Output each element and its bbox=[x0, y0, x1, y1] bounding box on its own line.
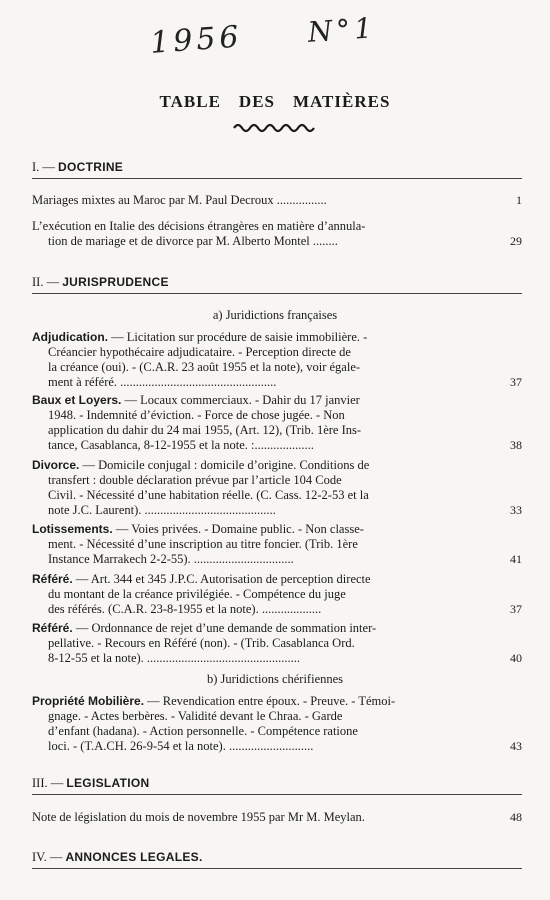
toc-entry: Propriété Mobilière. — Revendication entre époux. - Preuve. - Témoi- gnage. - Actes berbères. - Validité devant le Chraa. - Garde d’enfant (hadana). - Action personnelle. - Compétence ratione loci. - (T.A.CH. 26-9-54 et la note). ........................... 43 bbox=[32, 694, 522, 753]
page-number: 41 bbox=[510, 552, 522, 566]
toc-entry: L’exécution en Italie des décisions étrangères en matière d’annula- tion de mariage et de divorce par M. Alberto Montel ........ 29 bbox=[32, 219, 522, 248]
page-number: 40 bbox=[510, 651, 522, 665]
subheading-cherifiennes: b) Juridictions chérifiennes bbox=[206, 672, 344, 686]
section-doctrine: I. — DOCTRINE bbox=[32, 160, 522, 179]
section-jurisprudence: II. — JURISPRUDENCE bbox=[32, 275, 522, 294]
toc-entry: Lotissements. — Voies privées. - Domaine public. - Non classe- ment. - Nécessité d’une inscription au titre foncier. (Trib. 1ère Instance Marrakech 2-2-55). ................................ 41 bbox=[32, 522, 522, 566]
toc-entry: Adjudication. — Licitation sur procédure de saisie immobilière. - Créancier hypothécaire adjudicataire. - Perception directe de la créance (oui). - (C.A.R. 23 août 1955 et la note), voir égale- ment à référé. .................................................. 37 bbox=[32, 330, 522, 389]
section-annonces: IV. — ANNONCES LEGALES. bbox=[32, 850, 522, 869]
page-title: TABLE DES MATIÈRES bbox=[159, 92, 391, 111]
subheading-francaises: a) Juridictions françaises bbox=[212, 308, 338, 322]
handwritten-annotation bbox=[149, 10, 377, 61]
handwritten-number: N°1 bbox=[306, 11, 378, 49]
page-number: 29 bbox=[510, 234, 522, 248]
page-number: 38 bbox=[510, 438, 522, 452]
page-number: 48 bbox=[510, 810, 522, 824]
page-number: 37 bbox=[510, 375, 522, 389]
toc-entry: Mariages mixtes au Maroc par M. Paul Decroux ................ 1 bbox=[32, 193, 522, 207]
page-number: 1 bbox=[516, 193, 522, 207]
page-number: 33 bbox=[510, 503, 522, 517]
page-number: 43 bbox=[510, 739, 522, 753]
toc-entry: Note de législation du mois de novembre 1955 par Mr M. Meylan. 48 bbox=[32, 810, 522, 824]
handwritten-year: 1956 bbox=[149, 19, 244, 61]
section-legislation: III. — LEGISLATION bbox=[32, 776, 522, 795]
page-number: 37 bbox=[510, 602, 522, 616]
toc-entry: Référé. — Art. 344 et 345 J.P.C. Autorisation de perception directe du montant de la créance privilégiée. - Compétence du juge des référés. (C.A.R. 23-8-1955 et la note). ................... 37 bbox=[32, 572, 522, 616]
wave-ornament-icon bbox=[232, 122, 322, 134]
toc-entry: Baux et Loyers. — Locaux commerciaux. - Dahir du 17 janvier 1948. - Indemnité d’éviction. - Force de chose jugée. - Non application du dahir du 24 mai 1955, (Art. 12), (Trib. 1ère Ins- tance, Casablanca, 8-12-1955 et la note. :................... 38 bbox=[32, 393, 522, 452]
toc-entry: Divorce. — Domicile conjugal : domicile d’origine. Conditions de transfert : double déclaration prévue par l’article 104 Code Civil. - Nécessité d’une habitation réelle. (C. Cass. 12-2-53 et la note J.C. Laurent). .......................................... 33 bbox=[32, 458, 522, 517]
toc-entry: Référé. — Ordonnance de rejet d’une demande de sommation inter- pellative. - Recours en Référé (non). - (Trib. Casablanca Ord. 8-12-55 et la note). ................................................. 40 bbox=[32, 621, 522, 665]
